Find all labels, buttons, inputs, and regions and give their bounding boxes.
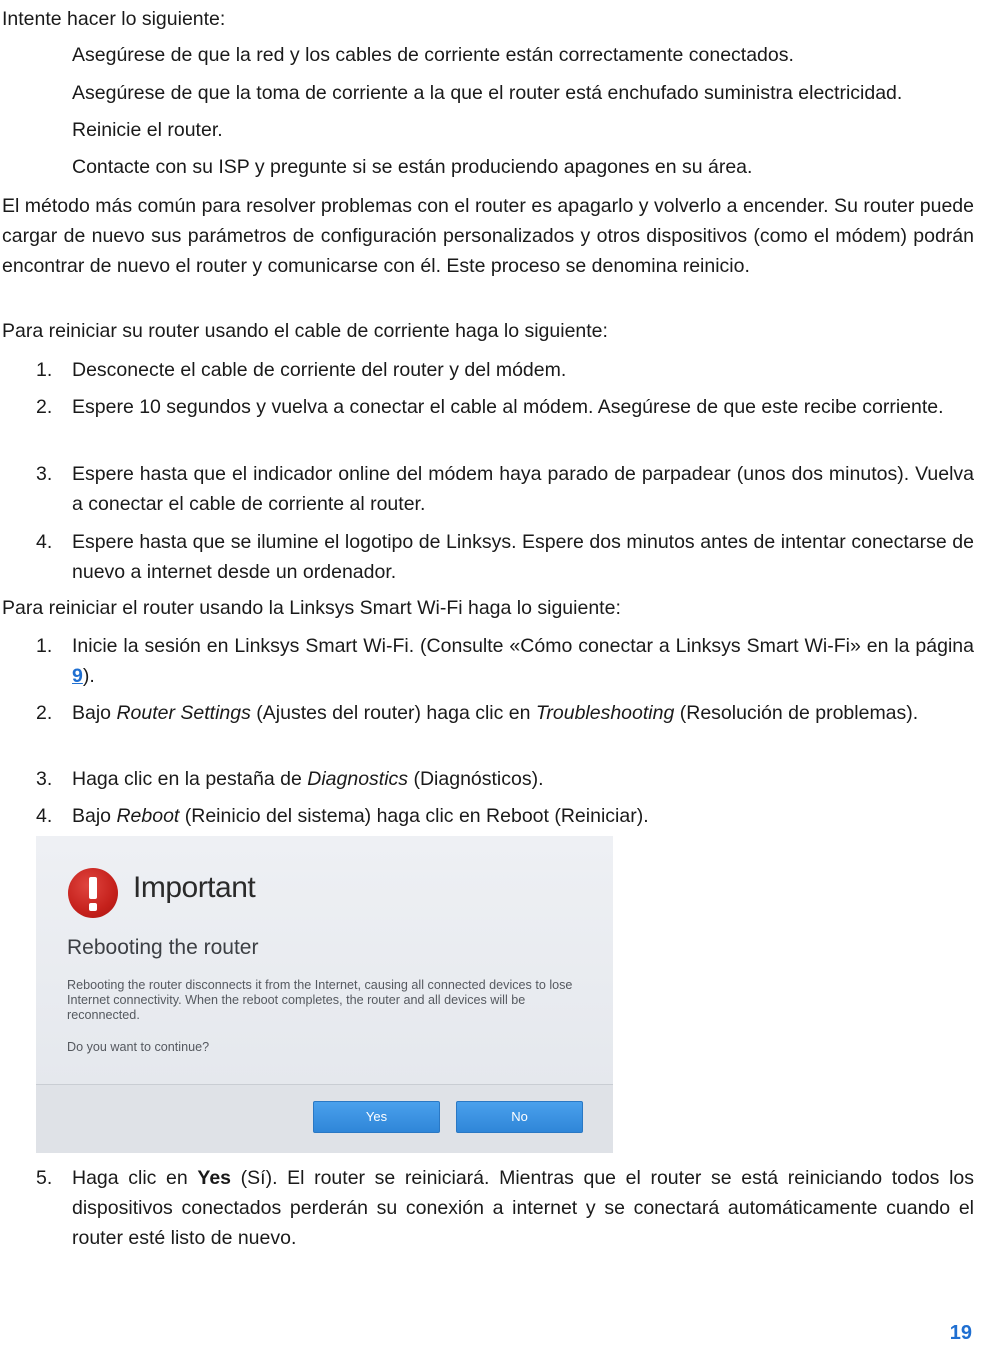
- dialog-divider: [36, 1084, 613, 1085]
- step-number: 3.: [36, 768, 53, 790]
- ui-term: Diagnostics: [307, 768, 409, 790]
- step-number: 1.: [36, 635, 53, 657]
- step-text: Espere hasta que se ilumine el logotipo de Linksys. Espere dos minutos antes de intentar conectarse de nuevo a internet desde un ordenador.: [72, 531, 974, 583]
- step-text-part: Bajo: [72, 805, 117, 827]
- dialog-subtitle: Rebooting the router: [67, 936, 259, 959]
- app-step: [0, 801, 974, 831]
- power-step: [0, 355, 974, 385]
- step-number: 3.: [36, 463, 53, 485]
- bullet-item: Reinicie el router.: [72, 119, 223, 141]
- step-text-part: Bajo: [72, 702, 117, 724]
- step-text-part: (Sí). El router se reiniciará. Mientras que el router se está reiniciando todos los dispositivos conectados perderán su conexión a internet y se conectará automáticamente cuando el router esté listo de nuevo.: [72, 1167, 974, 1249]
- ui-term: Router Settings: [116, 702, 251, 724]
- exclamation-icon: [68, 868, 118, 918]
- step-text-part: (Reinicio del sistema) haga clic en Reboot (Reiniciar).: [179, 805, 649, 827]
- bullet-item: Contacte con su ISP y pregunte si se están produciendo apagones en su área.: [72, 156, 753, 178]
- step-text: [72, 1163, 974, 1253]
- ui-term: Reboot: [116, 805, 180, 827]
- bullet-item: Asegúrese de que la toma de corriente a la que el router está enchufado suministra electricidad.: [72, 82, 903, 104]
- step-text-part: Haga clic en: [72, 1167, 198, 1189]
- step-text: Espere 10 segundos y vuelva a conectar el cable al módem. Asegúrese de que este recibe corriente.: [72, 396, 944, 418]
- step-number: 2.: [36, 396, 53, 418]
- page-number: 19: [949, 1322, 972, 1344]
- power-step: [0, 527, 974, 587]
- ui-term: Yes: [197, 1167, 232, 1189]
- step-text-part: Haga clic en la pestaña de: [72, 768, 308, 790]
- step-text-part: ).: [82, 665, 95, 687]
- step-text: Espere hasta que el indicador online del módem haya parado de parpadear (unos dos minutos). Vuelva a conectar el cable de corriente al router.: [72, 463, 974, 515]
- step-number: 1.: [36, 359, 53, 381]
- step-text-part: (Ajustes del router) haga clic en: [250, 702, 536, 724]
- power-step: [0, 392, 974, 422]
- no-button[interactable]: No: [456, 1101, 583, 1133]
- step-text: [72, 698, 974, 728]
- step-number: 2.: [36, 702, 53, 724]
- step-number: 5.: [36, 1167, 53, 1189]
- yes-button[interactable]: Yes: [313, 1101, 440, 1133]
- app-step: [0, 764, 974, 794]
- step-text-part: (Resolución de problemas).: [674, 702, 919, 724]
- app-step: [0, 631, 974, 691]
- step-text: [72, 631, 974, 691]
- power-intro: Para reiniciar su router usando el cable de corriente haga lo siguiente:: [2, 320, 608, 342]
- reboot-paragraph: El método más común para resolver problemas con el router es apagarlo y volverlo a encender. Su router puede cargar de nuevo sus parámetros de configuración personalizados y otros dispositivos (como el módem) podrán encontrar de nuevo el router y comunicarse con él. Este proceso se denomina reinicio.: [2, 195, 974, 277]
- step-number: 4.: [36, 531, 53, 553]
- dialog-body: Rebooting the router disconnects it from the Internet, causing all connected devices to lose Internet connectivity. When the reboot completes, the router and all devices will be reconnected.: [67, 978, 573, 1022]
- dialog-title: Important: [133, 871, 256, 904]
- app-step: [0, 1163, 974, 1253]
- app-intro: Para reiniciar el router usando la Linksys Smart Wi-Fi haga lo siguiente:: [2, 597, 621, 619]
- power-step: [0, 459, 974, 519]
- step-text-part: (Diagnósticos).: [408, 768, 544, 790]
- step-text: Desconecte el cable de corriente del router y del módem.: [72, 359, 567, 381]
- reboot-dialog-screenshot: [36, 836, 613, 1153]
- step-text: [72, 764, 974, 794]
- app-step: [0, 698, 974, 728]
- dialog-question: Do you want to continue?: [67, 1040, 210, 1054]
- step-number: 4.: [36, 805, 53, 827]
- intro-text: Intente hacer lo siguiente:: [2, 8, 226, 30]
- step-text: [72, 801, 974, 831]
- step-text-part: Inicie la sesión en Linksys Smart Wi-Fi. (Consulte «Cómo conectar a Linksys Smart Wi-Fi» en la página: [72, 635, 974, 657]
- ui-term: Troubleshooting: [535, 702, 675, 724]
- bullet-item: Asegúrese de que la red y los cables de corriente están correctamente conectados.: [72, 44, 794, 66]
- page-link[interactable]: 9: [72, 665, 83, 687]
